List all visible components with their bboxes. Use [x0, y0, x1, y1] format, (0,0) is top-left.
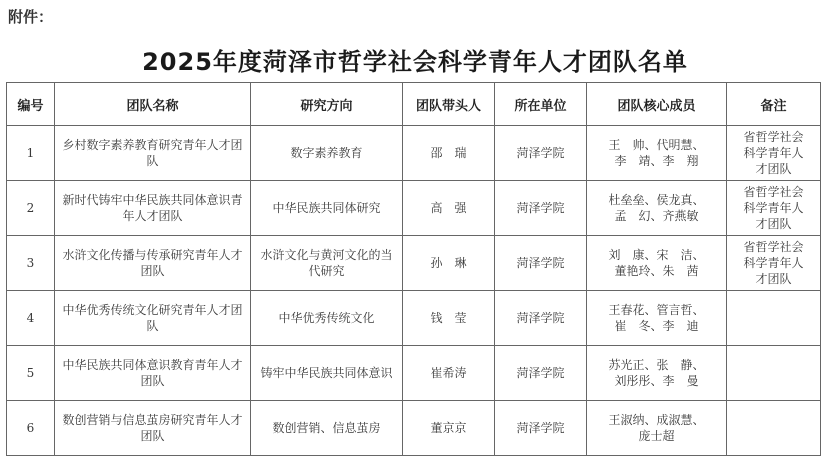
cell-research-direction: 铸牢中华民族共同体意识: [251, 346, 403, 401]
cell-core-members: 苏光正、张 静、 刘彤彤、李 曼: [587, 346, 727, 401]
cell-team-leader: 邵 瑞: [403, 126, 495, 181]
cell-research-direction: 数字素养教育: [251, 126, 403, 181]
cell-team-name: 乡村数字素养教育研究青年人才团队: [55, 126, 251, 181]
table-row: [7, 346, 821, 401]
cell-team-leader: 崔希涛: [403, 346, 495, 401]
table-row: [7, 291, 821, 346]
cell-number: 2: [7, 181, 55, 236]
cell-core-members: 杜垒垒、侯龙真、 孟 幻、齐燕敏: [587, 181, 727, 236]
cell-core-members: 王 帅、代明慧、 李 靖、李 翔: [587, 126, 727, 181]
column-header-number: 编号: [7, 83, 55, 126]
table-row: [7, 236, 821, 291]
cell-affiliation: 菏泽学院: [495, 236, 587, 291]
table-row: [7, 181, 821, 236]
column-header-remarks: 备注: [727, 83, 821, 126]
cell-research-direction: 中华优秀传统文化: [251, 291, 403, 346]
cell-team-name: 数创营销与信息茧房研究青年人才团队: [55, 401, 251, 456]
table-header-row: [7, 83, 821, 126]
cell-research-direction: 中华民族共同体研究: [251, 181, 403, 236]
cell-team-name: 中华民族共同体意识教育青年人才团队: [55, 346, 251, 401]
table-row: [7, 401, 821, 456]
cell-affiliation: 菏泽学院: [495, 126, 587, 181]
cell-affiliation: 菏泽学院: [495, 291, 587, 346]
cell-team-leader: 董京京: [403, 401, 495, 456]
column-header-team-leader: 团队带头人: [403, 83, 495, 126]
table-row: [7, 126, 821, 181]
cell-remarks: 省哲学社会 科学青年人 才团队: [727, 181, 821, 236]
cell-remarks: [727, 401, 821, 456]
cell-number: 4: [7, 291, 55, 346]
cell-number: 6: [7, 401, 55, 456]
cell-core-members: 刘 康、宋 洁、 董艳玲、朱 茜: [587, 236, 727, 291]
cell-affiliation: 菏泽学院: [495, 346, 587, 401]
cell-core-members: 王春花、管言哲、 崔 冬、李 迪: [587, 291, 727, 346]
cell-team-leader: 孙 琳: [403, 236, 495, 291]
cell-number: 1: [7, 126, 55, 181]
cell-research-direction: 数创营销、信息茧房: [251, 401, 403, 456]
cell-remarks: 省哲学社会 科学青年人 才团队: [727, 236, 821, 291]
cell-affiliation: 菏泽学院: [495, 401, 587, 456]
cell-remarks: [727, 346, 821, 401]
cell-team-name: 水浒文化传播与传承研究青年人才团队: [55, 236, 251, 291]
cell-affiliation: 菏泽学院: [495, 181, 587, 236]
attachment-label: 附件：: [8, 8, 54, 26]
cell-number: 5: [7, 346, 55, 401]
cell-remarks: [727, 291, 821, 346]
column-header-core-members: 团队核心成员: [587, 83, 727, 126]
document-title: 2025年度菏泽市哲学社会科学青年人才团队名单: [142, 48, 688, 76]
cell-team-leader: 钱 莹: [403, 291, 495, 346]
cell-research-direction: 水浒文化与黄河文化的当代研究: [251, 236, 403, 291]
column-header-affiliation: 所在单位: [495, 83, 587, 126]
cell-remarks: 省哲学社会 科学青年人 才团队: [727, 126, 821, 181]
cell-number: 3: [7, 236, 55, 291]
column-header-team-name: 团队名称: [55, 83, 251, 126]
cell-team-name: 中华优秀传统文化研究青年人才团队: [55, 291, 251, 346]
cell-team-name: 新时代铸牢中华民族共同体意识青年人才团队: [55, 181, 251, 236]
cell-team-leader: 高 强: [403, 181, 495, 236]
column-header-research-direction: 研究方向: [251, 83, 403, 126]
cell-core-members: 王淑纳、成淑慧、 庞士超: [587, 401, 727, 456]
team-roster-table: [6, 82, 821, 456]
